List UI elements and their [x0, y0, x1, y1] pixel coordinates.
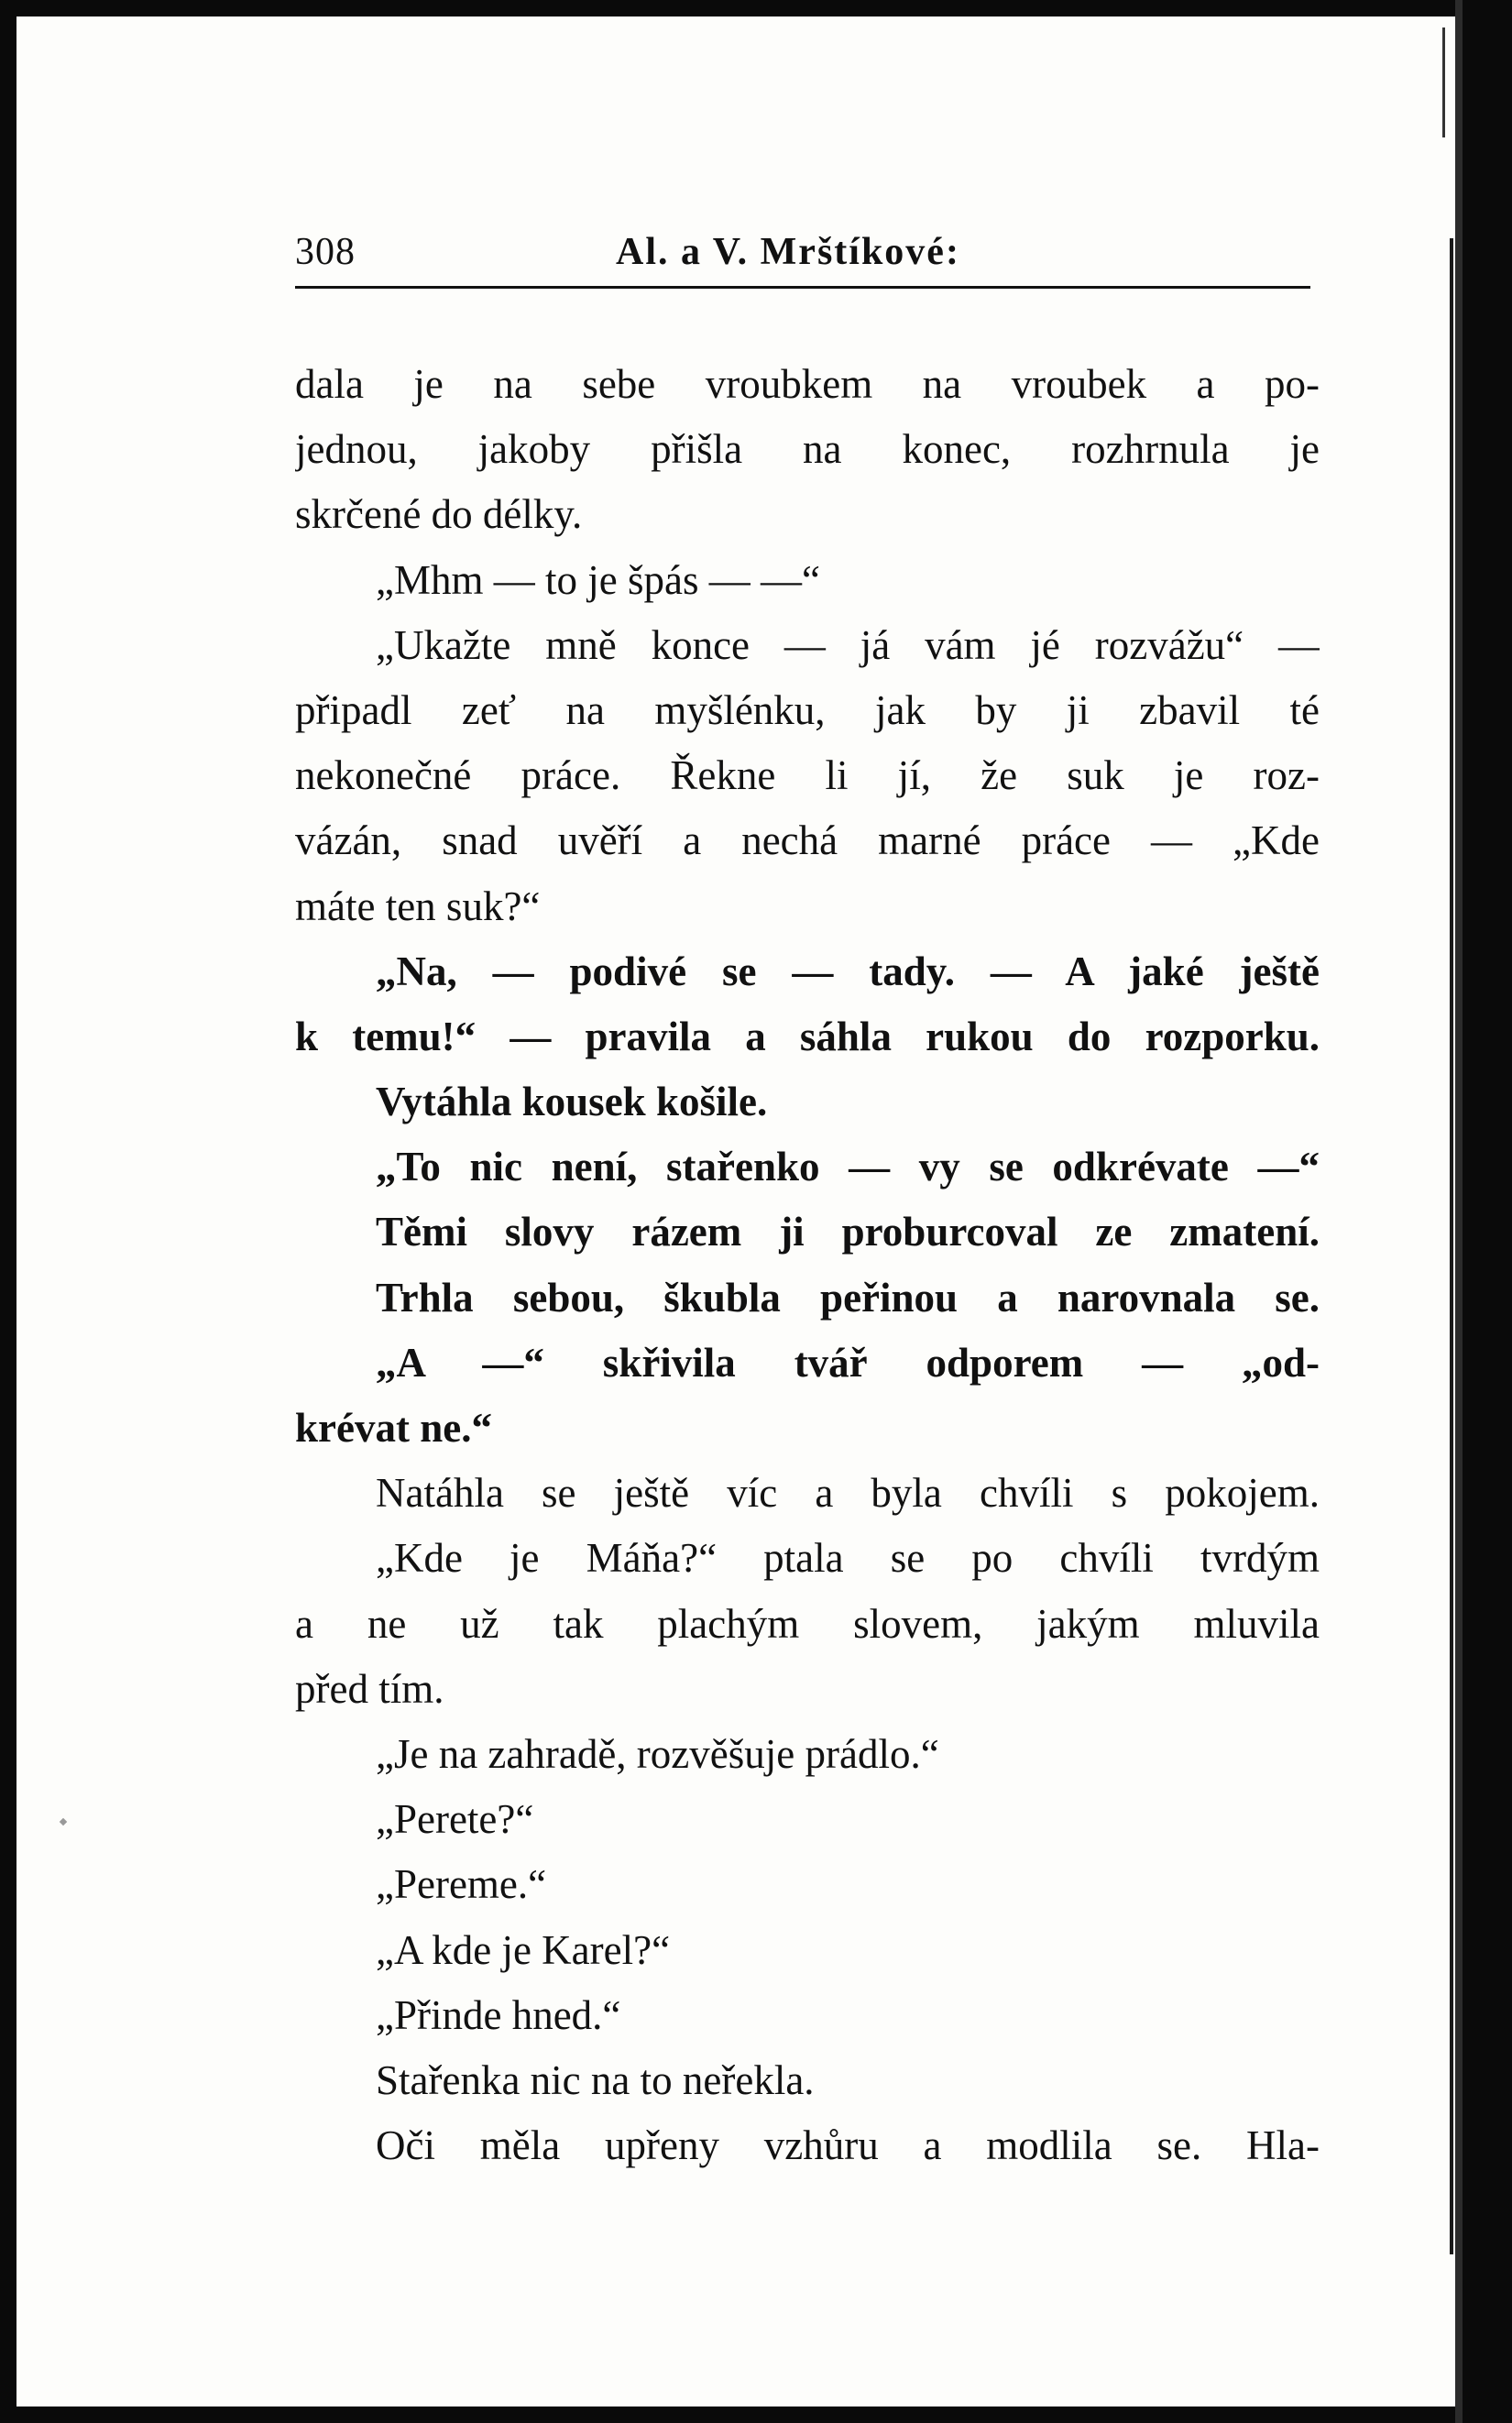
- scan-border-top: [0, 0, 1512, 16]
- text-line: „Ukažte mně konce — já vám jé rozvážu“ —: [376, 621, 1320, 668]
- text-line: Natáhla se ještě víc a byla chvíli s pokojem.: [376, 1470, 1320, 1517]
- text-line: nekonečné práce. Řekne li jí, že suk je roz-: [295, 752, 1320, 799]
- scan-border-bottom: [0, 2407, 1512, 2423]
- text-line: „A kde je Karel?“: [376, 1926, 671, 1973]
- header-rule: [295, 286, 1310, 289]
- text-line: a ne už tak plachým slovem, jakým mluvila: [295, 1600, 1320, 1647]
- page-number: 308: [295, 231, 356, 273]
- page-edge-mark: [1442, 27, 1445, 137]
- text-line: „Perete?“: [376, 1796, 534, 1843]
- text-line: „Přinde hned.“: [376, 1991, 621, 2038]
- text-line: jednou, jakoby přišla na konec, rozhrnula je: [295, 426, 1320, 473]
- text-line: „Kde je Máňa?“ ptala se po chvíli tvrdým: [376, 1535, 1320, 1582]
- running-title: Al. a V. Mrštíkové:: [616, 231, 960, 273]
- text-line: Vytáhla kousek košile.: [376, 1079, 768, 1125]
- text-line: „A —“ skřivila tvář odporem — „od-: [376, 1339, 1320, 1386]
- page-edge-shadow: [1450, 238, 1453, 2254]
- text-line: „Mhm — to je špás — —“: [376, 556, 820, 603]
- text-line: máte ten suk?“: [295, 883, 541, 929]
- scan-border-right: [1463, 0, 1512, 2423]
- body-text: [295, 352, 1320, 2178]
- text-line: „Na, — podivé se — tady. — A jaké ještě: [376, 948, 1320, 994]
- text-line: před tím.: [295, 1665, 444, 1712]
- text-line: skrčené do délky.: [295, 491, 583, 538]
- scan-border-left: [0, 0, 16, 2423]
- text-line: „To nic není, stařenko — vy se odkrévate —“: [376, 1144, 1320, 1190]
- running-header: [295, 224, 1310, 280]
- text-line: k temu!“ — pravila a sáhla rukou do rozporku.: [295, 1013, 1320, 1059]
- text-line: krévat ne.“: [295, 1405, 492, 1451]
- scan-speck: [60, 1818, 67, 1825]
- text-line: vázán, snad uvěří a nechá marné práce — „Kde: [295, 817, 1320, 864]
- text-line: Trhla sebou, škubla peřinou a narovnala se.: [376, 1274, 1320, 1321]
- text-line: Těmi slovy rázem ji proburcoval ze zmatení.: [376, 1209, 1320, 1255]
- text-line: Stařenka nic na to neřekla.: [376, 2056, 815, 2103]
- text-line: dala je na sebe vroubkem na vroubek a po-: [295, 361, 1320, 407]
- text-line: připadl zeť na myšlénku, jak by ji zbavil té: [295, 686, 1320, 733]
- text-line: „Je na zahradě, rozvěšuje prádlo.“: [376, 1730, 939, 1777]
- text-line: Oči měla upřeny vzhůru a modlila se. Hla-: [376, 2122, 1320, 2169]
- text-line: „Pereme.“: [376, 1861, 547, 1908]
